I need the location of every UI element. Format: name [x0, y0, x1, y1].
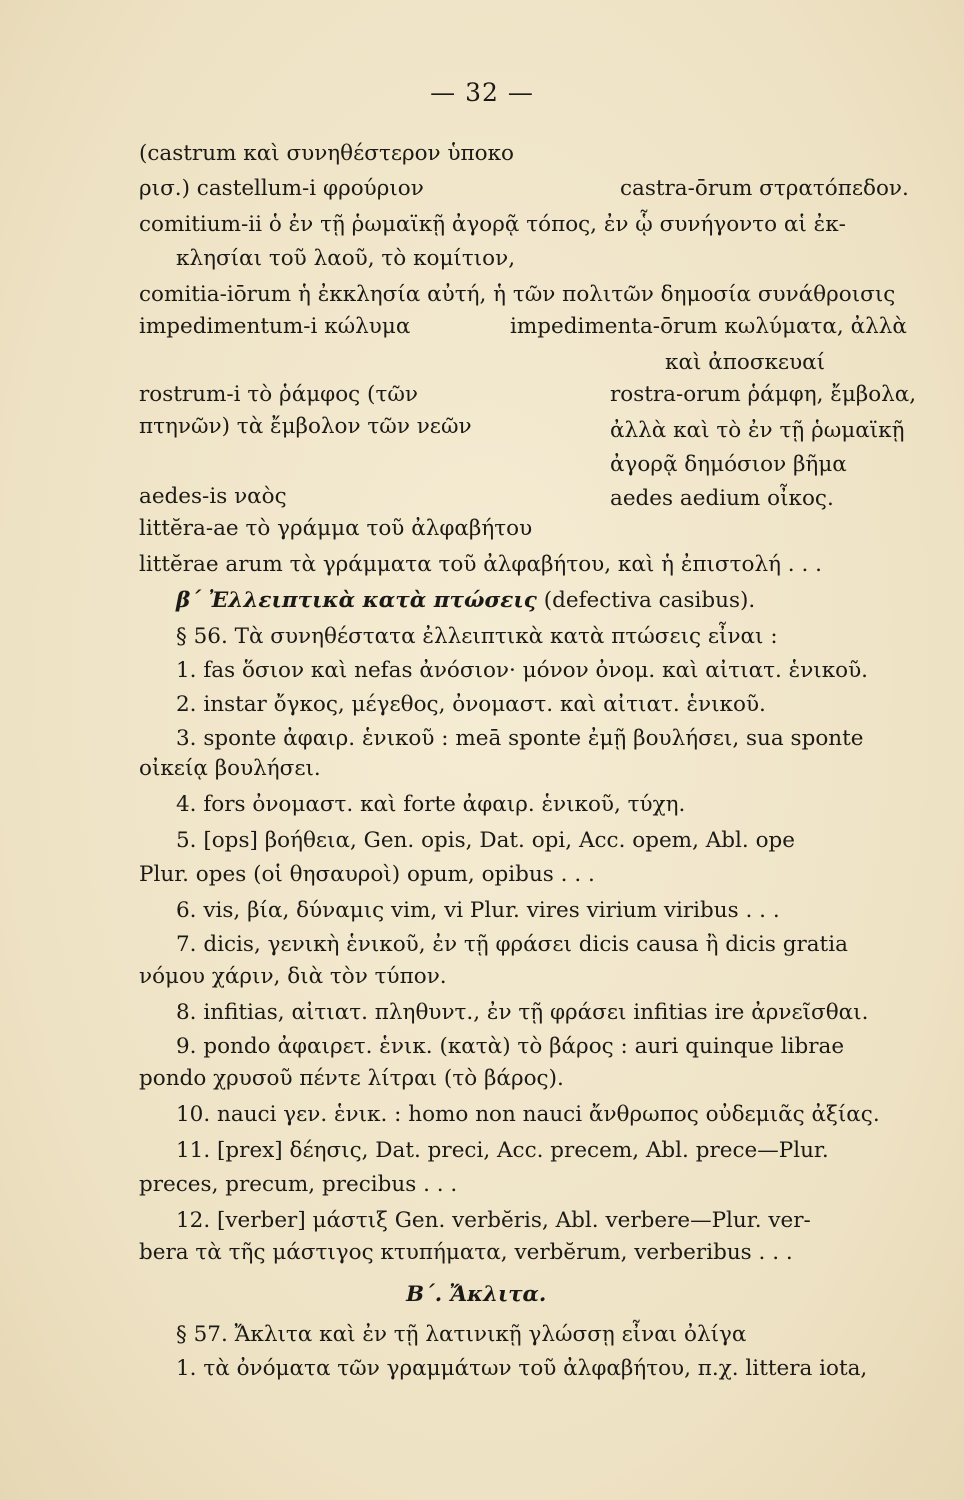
- page-number: — 32 —: [430, 78, 534, 107]
- text-line: καὶ ἀποσκευαί: [665, 350, 826, 375]
- text-line: 11. [prex] δέησις, Dat. preci, Acc. precem, Abl. prece—Plur.: [176, 1138, 829, 1163]
- text-line: preces, precum, precibus . . .: [139, 1172, 458, 1197]
- text-line: littĕrae arum τὰ γράμματα τοῦ ἀλφαβήτου, καὶ ἡ ἐπιστολή . . .: [139, 552, 822, 577]
- text-line: οἰκείᾳ βουλήσει.: [139, 756, 321, 781]
- text-line: aedes aedium οἶκος.: [610, 486, 834, 511]
- subheading-aklita: Β΄. Ἄκλιτα.: [406, 1282, 547, 1307]
- text-line: πτηνῶν) τὰ ἔμβολον τῶν νεῶν: [139, 414, 472, 439]
- text-line: (castrum καὶ συνηθέστερον ὑποκο: [139, 141, 514, 166]
- text-line: impedimenta-ōrum κωλύματα, ἀλλὰ: [510, 314, 907, 339]
- text-line: 3. sponte ἀφαιρ. ἑνικοῦ : meā sponte ἐμῇ βουλήσει, sua sponte: [176, 726, 864, 751]
- text-line: aedes-is ναὸς: [139, 484, 287, 509]
- subheading-latin: (defectiva casibus).: [536, 588, 756, 613]
- text-line: 8. infitias, αἰτιατ. πληθυντ., ἐν τῇ φράσει infitias ire ἀρνεῖσθαι.: [176, 1000, 869, 1025]
- text-line: 4. fors ὀνομαστ. καὶ forte ἀφαιρ. ἑνικοῦ, τύχη.: [176, 792, 686, 817]
- subheading-title: Ἐλλειπτικὰ κατὰ πτώσεις: [208, 588, 537, 613]
- text-line: 2. instar ὄγκος, μέγεθος, ὀνομαστ. καὶ αἰτιατ. ἑνικοῦ.: [176, 692, 766, 717]
- text-line: ρισ.) castellum-i φρούριον: [139, 176, 424, 201]
- text-line: Plur. opes (οἱ θησαυροὶ) opum, opibus . . .: [139, 862, 595, 887]
- text-line: bera τὰ τῆς μάστιγος κτυπήματα, verbĕrum, verberibus . . .: [139, 1240, 793, 1265]
- text-line: comitium-ii ὁ ἐν τῇ ῥωμαϊκῇ ἀγορᾷ τόπος, ἐν ᾧ συνήγοντο αἱ ἐκ-: [139, 212, 846, 237]
- text-line: νόμου χάριν, διὰ τὸν τύπον.: [139, 964, 447, 989]
- text-line: 1. τὰ ὀνόματα τῶν γραμμάτων τοῦ ἀλφαβήτου, π.χ. littera iota,: [176, 1356, 868, 1381]
- text-line: 10. nauci γεν. ἑνικ. : homo non nauci ἄνθρωπος οὐδεμιᾶς ἀξίας.: [176, 1102, 880, 1127]
- text-line: rostrum-i τὸ ῥάμφος (τῶν: [139, 382, 418, 407]
- text-line: 9. pondo ἀφαιρετ. ἑνικ. (κατὰ) τὸ βάρος : auri quinque librae: [176, 1034, 845, 1059]
- text-line: 7. dicis, γενικὴ ἑνικοῦ, ἐν τῇ φράσει dicis causa ἢ dicis gratia: [176, 932, 848, 957]
- text-line: comitia-iōrum ἡ ἐκκλησία αὐτή, ἡ τῶν πολιτῶν δημοσία συνάθροισις: [139, 282, 896, 307]
- section-heading: § 57. Ἄκλιτα καὶ ἐν τῇ λατινικῇ γλώσσῃ εἶναι ὀλίγα: [176, 1322, 747, 1347]
- text-line: 12. [verber] μάστιξ Gen. verbĕris, Abl. verbere—Plur. ver-: [176, 1208, 811, 1233]
- text-line: impedimentum-i κώλυμα: [139, 314, 411, 339]
- section-heading: § 56. Τὰ συνηθέστατα ἐλλειπτικὰ κατὰ πτώσεις εἶναι :: [176, 624, 778, 649]
- text-line: κλησίαι τοῦ λαοῦ, τὸ κομίτιον,: [176, 246, 516, 271]
- subheading-prefix: β΄: [176, 588, 209, 613]
- text-line: 5. [ops] βοήθεια, Gen. opis, Dat. opi, Acc. opem, Abl. ope: [176, 828, 795, 853]
- text-line: castra-ōrum στρατόπεδον.: [620, 176, 909, 201]
- text-line: ἀγορᾷ δημόσιον βῆμα: [610, 452, 847, 477]
- text-line: littĕra-ae τὸ γράμμα τοῦ ἀλφαβήτου: [139, 516, 533, 541]
- text-line: rostra-orum ῥάμφη, ἔμβολα,: [610, 382, 917, 407]
- text-line: ἀλλὰ καὶ τὸ ἐν τῇ ῥωμαϊκῇ: [610, 418, 905, 443]
- text-line: pondo χρυσοῦ πέντε λίτραι (τὸ βάρος).: [139, 1066, 564, 1091]
- text-line: 1. fas ὅσιον καὶ nefas ἀνόσιον· μόνον ὀνομ. καὶ αἰτιατ. ἑνικοῦ.: [176, 658, 868, 683]
- subheading-defectiva: [176, 588, 755, 614]
- text-line: 6. vis, βία, δύναμις vim, vi Plur. vires virium viribus . . .: [176, 898, 780, 923]
